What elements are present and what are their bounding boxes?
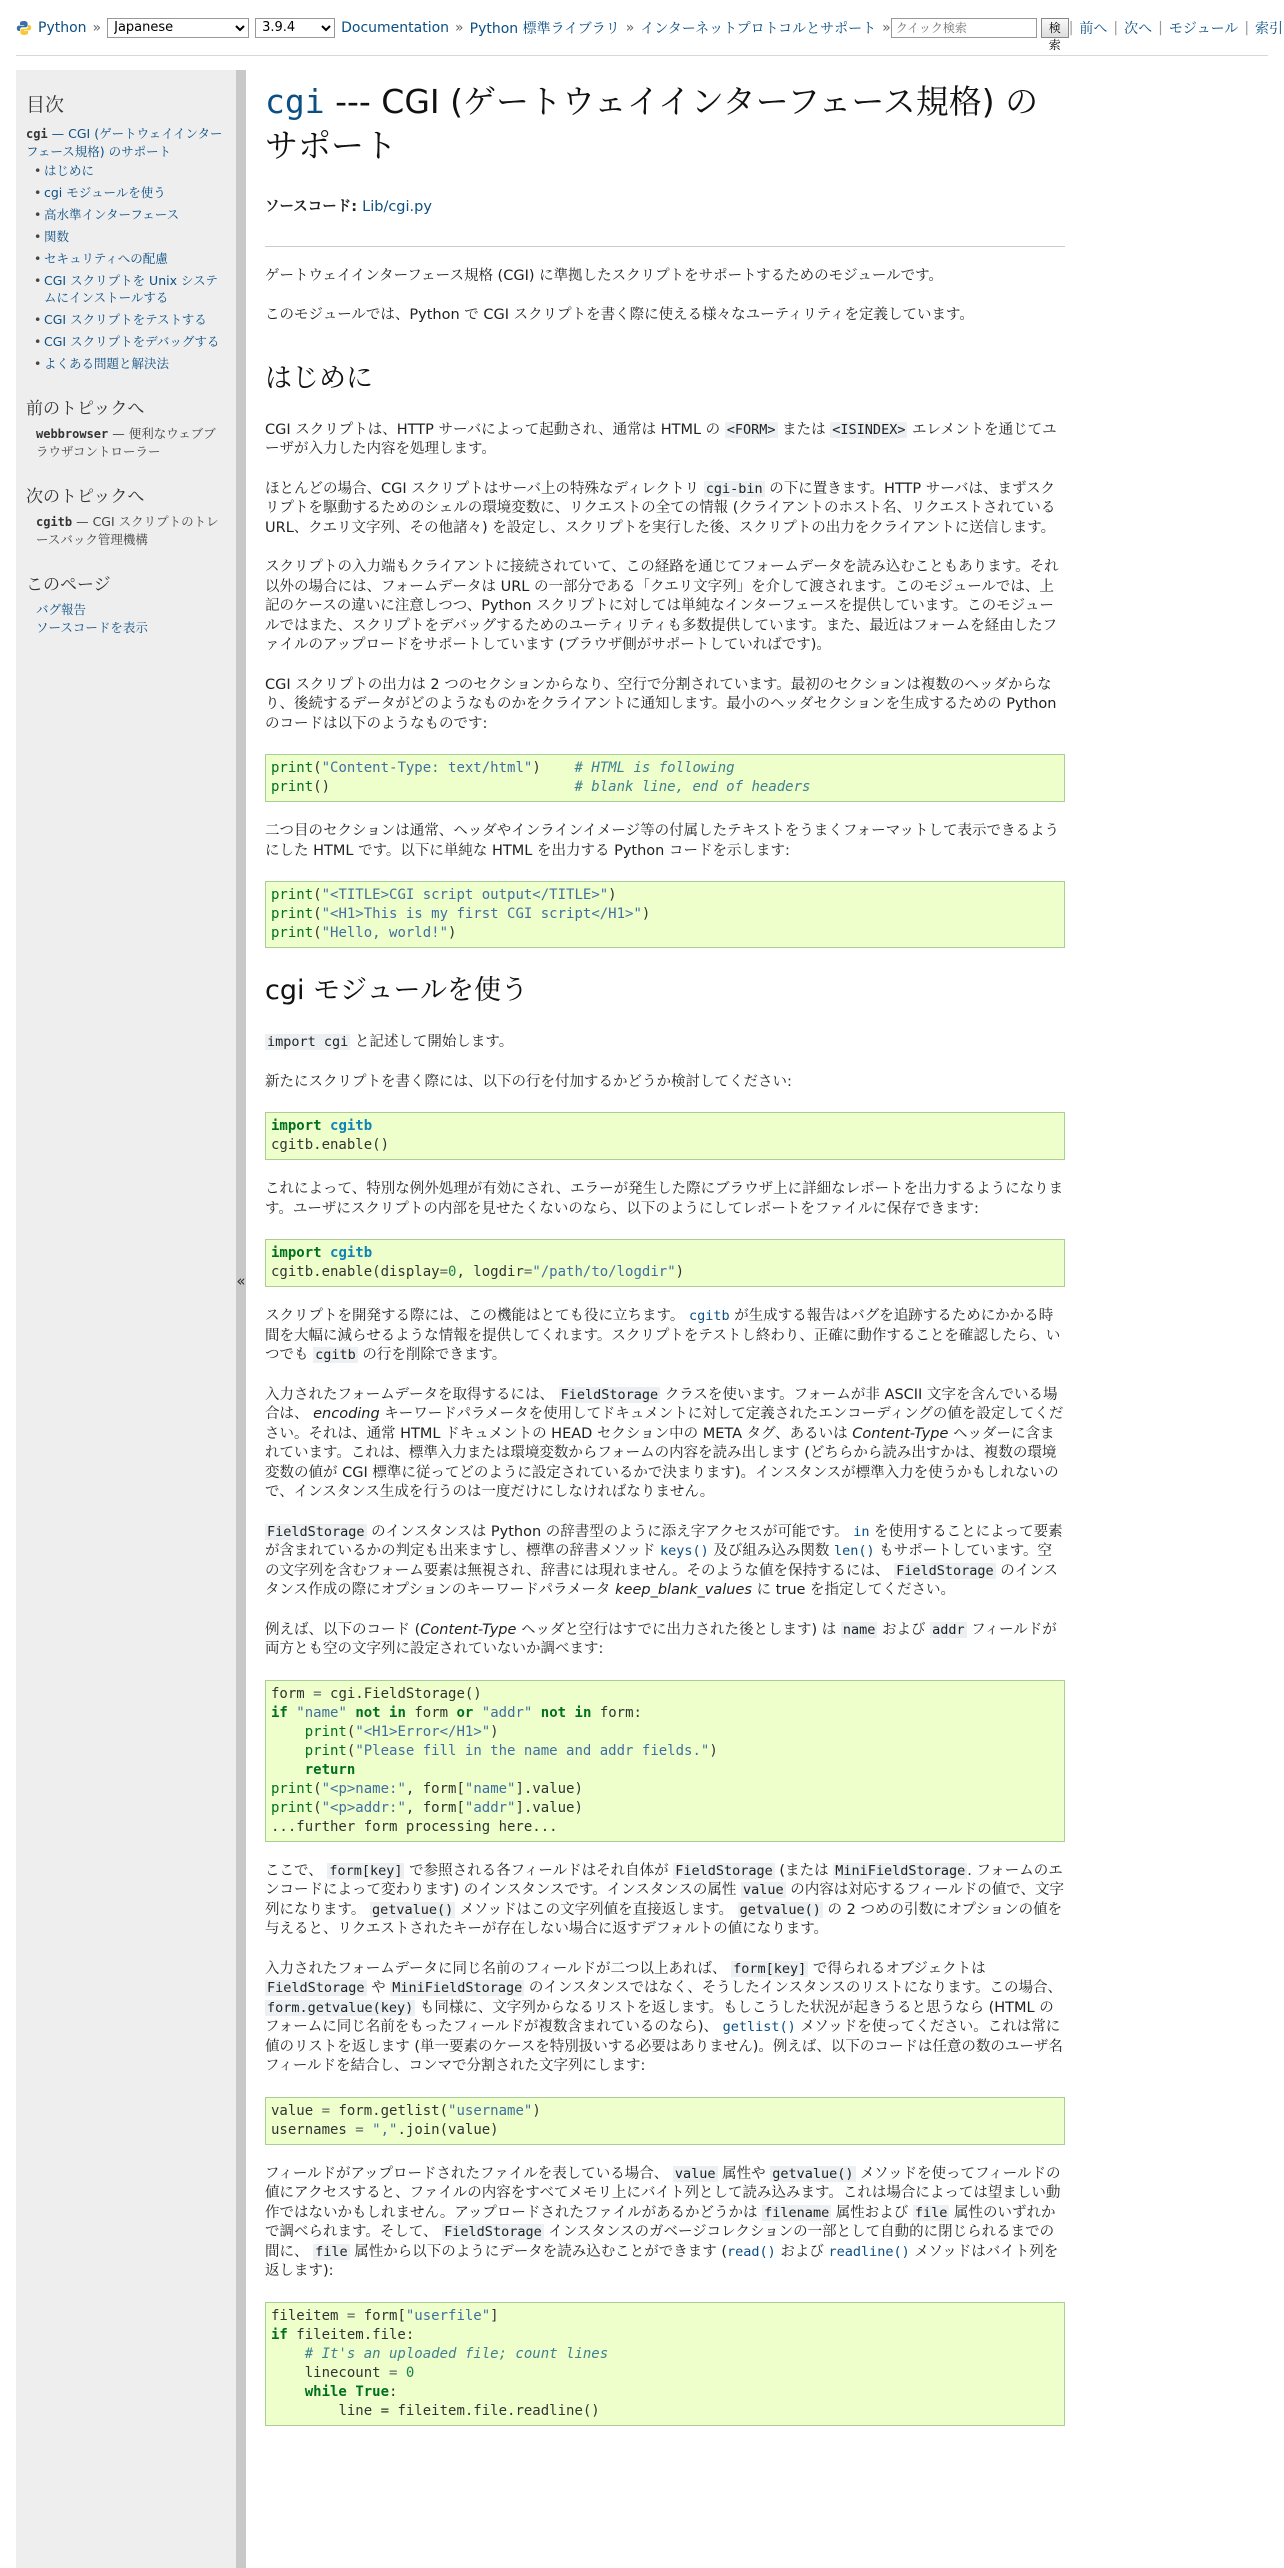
code-block: form = cgi.FieldStorage() if "name" not in form or "addr" not in form: print("<H1>Error</H1>") print("Please fill in the name and addr fields.") return print("<p>name:", form["name"].value) print("<p>addr:", form["addr"].value) ...further form processing here... xyxy=(265,1680,1065,1842)
code-block: print("<TITLE>CGI script output</TITLE>") print("<H1>This is my first CGI script</H1>") print("Hello, world!") xyxy=(265,881,1065,948)
inline-code: MiniFieldStorage xyxy=(835,1862,966,1879)
inline-code: form.getvalue(key) xyxy=(267,1999,414,2016)
toc-item[interactable] xyxy=(36,333,226,350)
next-topic-heading: 次のトピックへ xyxy=(26,487,145,507)
inline-code: <ISINDEX> xyxy=(832,421,906,438)
nav-divider: | xyxy=(1113,19,1119,36)
inline-code: FieldStorage xyxy=(675,1862,773,1879)
index-link[interactable]: 索引 xyxy=(1255,20,1284,37)
inline-code: MiniFieldStorage xyxy=(392,1980,523,1996)
language-select[interactable] xyxy=(107,18,249,38)
toc-link[interactable]: はじめに xyxy=(44,163,95,178)
next-topic-code[interactable]: cgitb xyxy=(36,515,73,529)
prev-topic-desc: — 便利なウェブブラウザコントローラー xyxy=(36,426,216,459)
main-content xyxy=(265,70,1065,2446)
report-bug-link[interactable]: バグ報告 xyxy=(36,602,87,617)
toc-item[interactable] xyxy=(36,228,226,245)
next-topic[interactable] xyxy=(26,513,226,548)
paragraph: スクリプトの入力端もクライアントに接続されていて、この経路を通じてフォームデータを読み込むこともあります。それ以外の場合には、フォームデータは URL の一部分である「クエリ文字列」を介して渡されます。このモジュールでは、上記のケースの違いに注意しつつ、Python スクリプトに対しては単純なインターフェースを提供しています。このモジュールではまた、スクリプトをデバッグするためのユーティリティも多数提供しています。また、最近はフォームを経由したファイルのアップロードをサポートしています (ブラウザ側がサポートしていればです)。 xyxy=(265,559,1059,653)
inline-code: value xyxy=(742,1882,784,1898)
inline-code: addr xyxy=(932,1621,965,1638)
code-block: fileitem = form["userfile"] if fileitem.file: # It's an uploaded file; count lines linecount = 0 while True: line = fileitem.file.readline() xyxy=(265,2302,1065,2426)
nav-divider: | xyxy=(1244,19,1250,36)
inline-code: file xyxy=(315,2243,348,2260)
module-link[interactable]: cgitb xyxy=(688,1308,730,1324)
section-heading-using-module: cgi モジュールを使う xyxy=(265,975,528,1006)
paragraph: ほとんどの場合、CGI スクリプトはサーバ上の特殊なディレクトリ cgi-bin の下に置きます。HTTP サーバは、まずスクリプトを駆動するためのシェルの環境変数に、リクエストの全ての情報 (クライアントのホスト名、リクエストされている URL、クエリ文字列、その他諸々) を設定し、スクリプトを実行した後、スクリプトの出力をクライアントに送信します。 xyxy=(265,480,1056,536)
len-link[interactable]: len() xyxy=(833,1543,875,1559)
paragraph: スクリプトを開発する際には、この機能はとても役に立ちます。 cgitb が生成する報告はバグを追跡するためにかかる時間を大幅に減らせるような情報を提供してくれます。スクリプトをテストし終わり、正確に動作することを確認したら、いつでも cgitb の行を削除できます。 xyxy=(265,1308,1061,1363)
intro-paragraph: このモジュールでは、Python で CGI スクリプトを書く際に使える様々なユーティリティを定義しています。 xyxy=(265,307,974,323)
toc-item[interactable] xyxy=(36,250,226,267)
toc-link[interactable]: CGI スクリプトをテストする xyxy=(44,312,207,327)
inline-code: value xyxy=(674,2165,716,2182)
search-input[interactable] xyxy=(891,18,1037,38)
inline-code: getvalue() xyxy=(772,2165,854,2182)
breadcrumb-separator: » xyxy=(455,19,464,36)
toc-item[interactable] xyxy=(36,206,226,223)
show-source-link[interactable]: ソースコードを表示 xyxy=(36,620,148,635)
toc-item[interactable] xyxy=(36,311,226,328)
toc-link[interactable]: 関数 xyxy=(44,229,70,244)
related-navigation xyxy=(1069,18,1283,38)
sidebar xyxy=(16,70,246,2568)
breadcrumb-internet-protocols[interactable]: インターネットプロトコルとサポート xyxy=(640,20,877,37)
toc-link[interactable]: よくある問題と解決法 xyxy=(44,356,170,371)
paragraph: FieldStorage のインスタンスは Python の辞書型のように添え字アクセスが可能です。 in を使用することによって要素が含まれているかの判定も出来ますし、標準の辞書メソッド keys() 及び組み込み関数 len() もサポートしています。空の文字列を含むフォーム要素は無視され、辞書には現れません。そのような値を保持するには、 FieldStorage のインスタンス作成の際にオプションのキーワードパラメータ keep_blank_values に true を指定してください。 xyxy=(265,1523,1063,1598)
toc-item[interactable] xyxy=(36,272,226,306)
getlist-link[interactable]: getlist() xyxy=(722,2019,796,2035)
inline-code: getvalue() xyxy=(371,1901,454,1918)
divider xyxy=(265,246,1065,247)
inline-code: form[key] xyxy=(733,1960,807,1977)
breadcrumb-separator: » xyxy=(882,19,891,36)
nav-divider: | xyxy=(1158,19,1163,36)
sidebar-collapse-button[interactable]: « xyxy=(236,1272,246,1290)
prev-topic-code[interactable]: webbrowser xyxy=(36,427,109,441)
breadcrumb xyxy=(16,18,891,38)
section-heading-introduction: はじめに xyxy=(265,362,373,394)
readline-link[interactable]: readline() xyxy=(828,2243,910,2260)
next-link[interactable]: 次へ xyxy=(1124,20,1153,37)
toc-title-text[interactable]: — CGI (ゲートウェイインターフェース規格) のサポート xyxy=(26,126,223,159)
code-block: import cgitb cgitb.enable(display=0, logdir="/path/to/logdir") xyxy=(265,1239,1065,1287)
inline-code: <FORM> xyxy=(726,421,776,438)
source-code-label: ソースコード: xyxy=(265,199,358,215)
page-title xyxy=(265,80,1065,168)
inline-code: FieldStorage xyxy=(896,1562,994,1579)
toc-item[interactable] xyxy=(36,355,226,372)
inline-code: FieldStorage xyxy=(560,1386,659,1403)
paragraph: import cgi と記述して開始します。 xyxy=(267,1034,514,1050)
paragraph: 新たにスクリプトを書く際には、以下の行を付加するかどうか検討してください: xyxy=(265,1073,792,1090)
toc-link[interactable]: セキュリティへの配慮 xyxy=(44,251,168,266)
prev-topic-heading: 前のトピックへ xyxy=(26,399,145,419)
version-select[interactable] xyxy=(255,18,335,38)
inline-code: file xyxy=(914,2204,948,2221)
prev-topic[interactable] xyxy=(26,425,226,460)
toc-item[interactable] xyxy=(36,184,226,201)
inline-code: FieldStorage xyxy=(267,1523,365,1540)
read-link[interactable]: read() xyxy=(727,2243,776,2260)
breadcrumb-library[interactable]: Python 標準ライブラリ xyxy=(469,20,620,37)
inline-code: import cgi xyxy=(267,1034,349,1050)
toc-link[interactable]: 高水準インターフェース xyxy=(44,207,180,222)
top-navigation-bar xyxy=(16,0,1284,56)
inline-code: getvalue() xyxy=(739,1901,821,1918)
modules-link[interactable]: モジュール xyxy=(1168,20,1239,37)
quick-search xyxy=(891,18,1069,52)
toc-link[interactable]: cgi モジュールを使う xyxy=(44,185,166,200)
paragraph: 入力されたフォームデータに同じ名前のフィールドが二つ以上あれば、 form[key] で得られるオブジェクトは FieldStorage や MiniFieldStorage のインスタンスではなく、そうしたインスタンスのリストになります。この場合、 form.getvalue(key) も同様に、文字列からなるリストを返します。もしこうした状況が起きうると思うなら (HTML のフォームに同じ名前をもったフィールドが複数含まれているのなら)、 getlist() メソッドを使ってください。これは常に値のリストを返します (単一要素のケースを特別扱いする必要はありません)。例えば、以下のコードは任意の数のユーザ名フィールドを結合し、コンマで分割された文字列にします: xyxy=(265,1960,1063,2074)
inline-code: FieldStorage xyxy=(444,2224,542,2240)
code-block: print("Content-Type: text/html") # HTML is following print() # blank line, end of headers xyxy=(265,754,1065,802)
inline-code: FieldStorage xyxy=(267,1980,365,1996)
inline-code: filename xyxy=(764,2204,830,2221)
python-home-link[interactable]: Python xyxy=(38,19,87,36)
toc-item[interactable] xyxy=(36,162,226,179)
toc-link[interactable]: CGI スクリプトを Unix システムにインストールする xyxy=(44,273,218,305)
breadcrumb-separator: » xyxy=(625,19,635,36)
breadcrumb-documentation[interactable]: Documentation xyxy=(341,19,450,36)
source-code-link[interactable]: Lib/cgi.py xyxy=(362,199,432,215)
paragraph: フィールドがアップロードされたファイルを表している場合、 value 属性や getvalue() メソッドを使ってフィールドの値にアクセスすると、ファイルの内容をすべてメモリ上にバイト列として読み込みます。これは場合によっては望ましい動作ではないかもしれません。アップロードされたファイルがあるかどうかは filename 属性および file 属性のいずれかで調べられます。そして、 FieldStorage インスタンスのガベージコレクションの一部として自動的に閉じられるまでの間に、 file 属性から以下のようにデータを読み込むことができます (read() および readline() メソッドはバイト列を返します): xyxy=(265,2165,1061,2279)
page-title-code: cgi xyxy=(265,82,325,121)
breadcrumb-separator: » xyxy=(92,19,102,36)
page-title-text: --- CGI (ゲートウェイインターフェース規格) のサポート xyxy=(265,82,1039,165)
toc-heading: 目次 xyxy=(26,94,65,116)
search-button[interactable]: 検索 xyxy=(1041,18,1069,38)
python-logo-icon xyxy=(16,20,32,36)
keys-link[interactable]: keys() xyxy=(659,1543,709,1559)
nav-divider: | xyxy=(1068,19,1074,36)
inline-code: cgi-bin xyxy=(705,480,763,497)
paragraph: これによって、特別な例外処理が有効にされ、エラーが発生した際にブラウザ上に詳細なレポートを出力するようになります。ユーザにスクリプトの内部を見せたくないのなら、以下のようにしてレポートをファイルに保存できます: xyxy=(265,1181,1064,1217)
paragraph: ここで、 form[key] で参照される各フィールドはそれ自体が FieldStorage (または MiniFieldStorage . フォームのエンコードによって変わります) のインスタンスです。インスタンスの属性 value の内容は対応するフィールドの値で、文字列になります。 getvalue() メソッドはこの文字列値を直接返します。 getvalue() の 2 つめの引数にオプションの値を与えると、リクエストされたキーが存在しない場合に返すデフォルトの値になります。 xyxy=(265,1862,1064,1937)
paragraph: CGI スクリプトの出力は 2 つのセクションからなり、空行で分割されています。最初のセクションは複数のヘッダからなり、後続するデータがどのようなものかをクライアントに通知します。最小のヘッダセクションを生成するための Python のコードは以下のようなものです: xyxy=(265,676,1057,732)
previous-link[interactable]: 前へ xyxy=(1079,20,1108,37)
source-code-line xyxy=(265,198,1065,218)
in-operator-link[interactable]: in xyxy=(853,1523,870,1540)
inline-code: cgitb xyxy=(315,1347,356,1363)
paragraph: CGI スクリプトは、HTTP サーバによって起動され、通常は HTML の <FORM> または <ISINDEX> エレメントを通じてユーザが入力した内容を処理します。 xyxy=(265,421,1057,457)
intro-paragraph: ゲートウェイインターフェース規格 (CGI) に準拠したスクリプトをサポートするためのモジュールです。 xyxy=(265,267,943,284)
inline-code: name xyxy=(842,1621,876,1638)
toc-title[interactable] xyxy=(26,125,226,160)
paragraph: 入力されたフォームデータを取得するには、 FieldStorage クラスを使います。フォームが非 ASCII 文字を含んでいる場合は、 encoding キーワードパラメータを使用してドキュメントに対して定義されたエンコーディングの値を設定してください。それは、通常 HTML ドキュメントの HEAD セクション中の META タグ、あるいは Content-Type ヘッダーに含まれています。これは、標準入力または環境変数からフォームの内容を読み出します (どちらから読み出すかは、複数の環境変数の値が CGI 標準に従ってどのように設定されているかで決まります)。インスタンスが標準入力を使うかもしれないので、インスタンス生成を行うのは一度だけにしなければなりません。 xyxy=(265,1386,1064,1500)
toc-list xyxy=(26,162,226,372)
toc-link[interactable]: CGI スクリプトをデバッグする xyxy=(44,334,220,349)
paragraph: 例えば、以下のコード (Content-Type ヘッダと空行はすでに出力された後とします) は name および addr フィールドが両方とも空の文字列に設定されていないか調べます: xyxy=(265,1621,1057,1657)
toc-title-code[interactable]: cgi xyxy=(26,127,48,141)
code-block: value = form.getlist("username") usernames = ",".join(value) xyxy=(265,2097,1065,2145)
inline-code: form[key] xyxy=(329,1862,403,1879)
paragraph: 二つ目のセクションは通常、ヘッダやインラインイメージ等の付属したテキストをうまくフォーマットして表示できるようにした HTML です。以下に単純な HTML を出力する Python コードを示します: xyxy=(265,823,1060,859)
code-block: import cgitb cgitb.enable() xyxy=(265,1112,1065,1160)
this-page-heading: このページ xyxy=(26,575,111,595)
next-topic-desc: — CGI スクリプトのトレースバック管理機構 xyxy=(36,514,219,547)
this-page-list xyxy=(26,601,226,637)
